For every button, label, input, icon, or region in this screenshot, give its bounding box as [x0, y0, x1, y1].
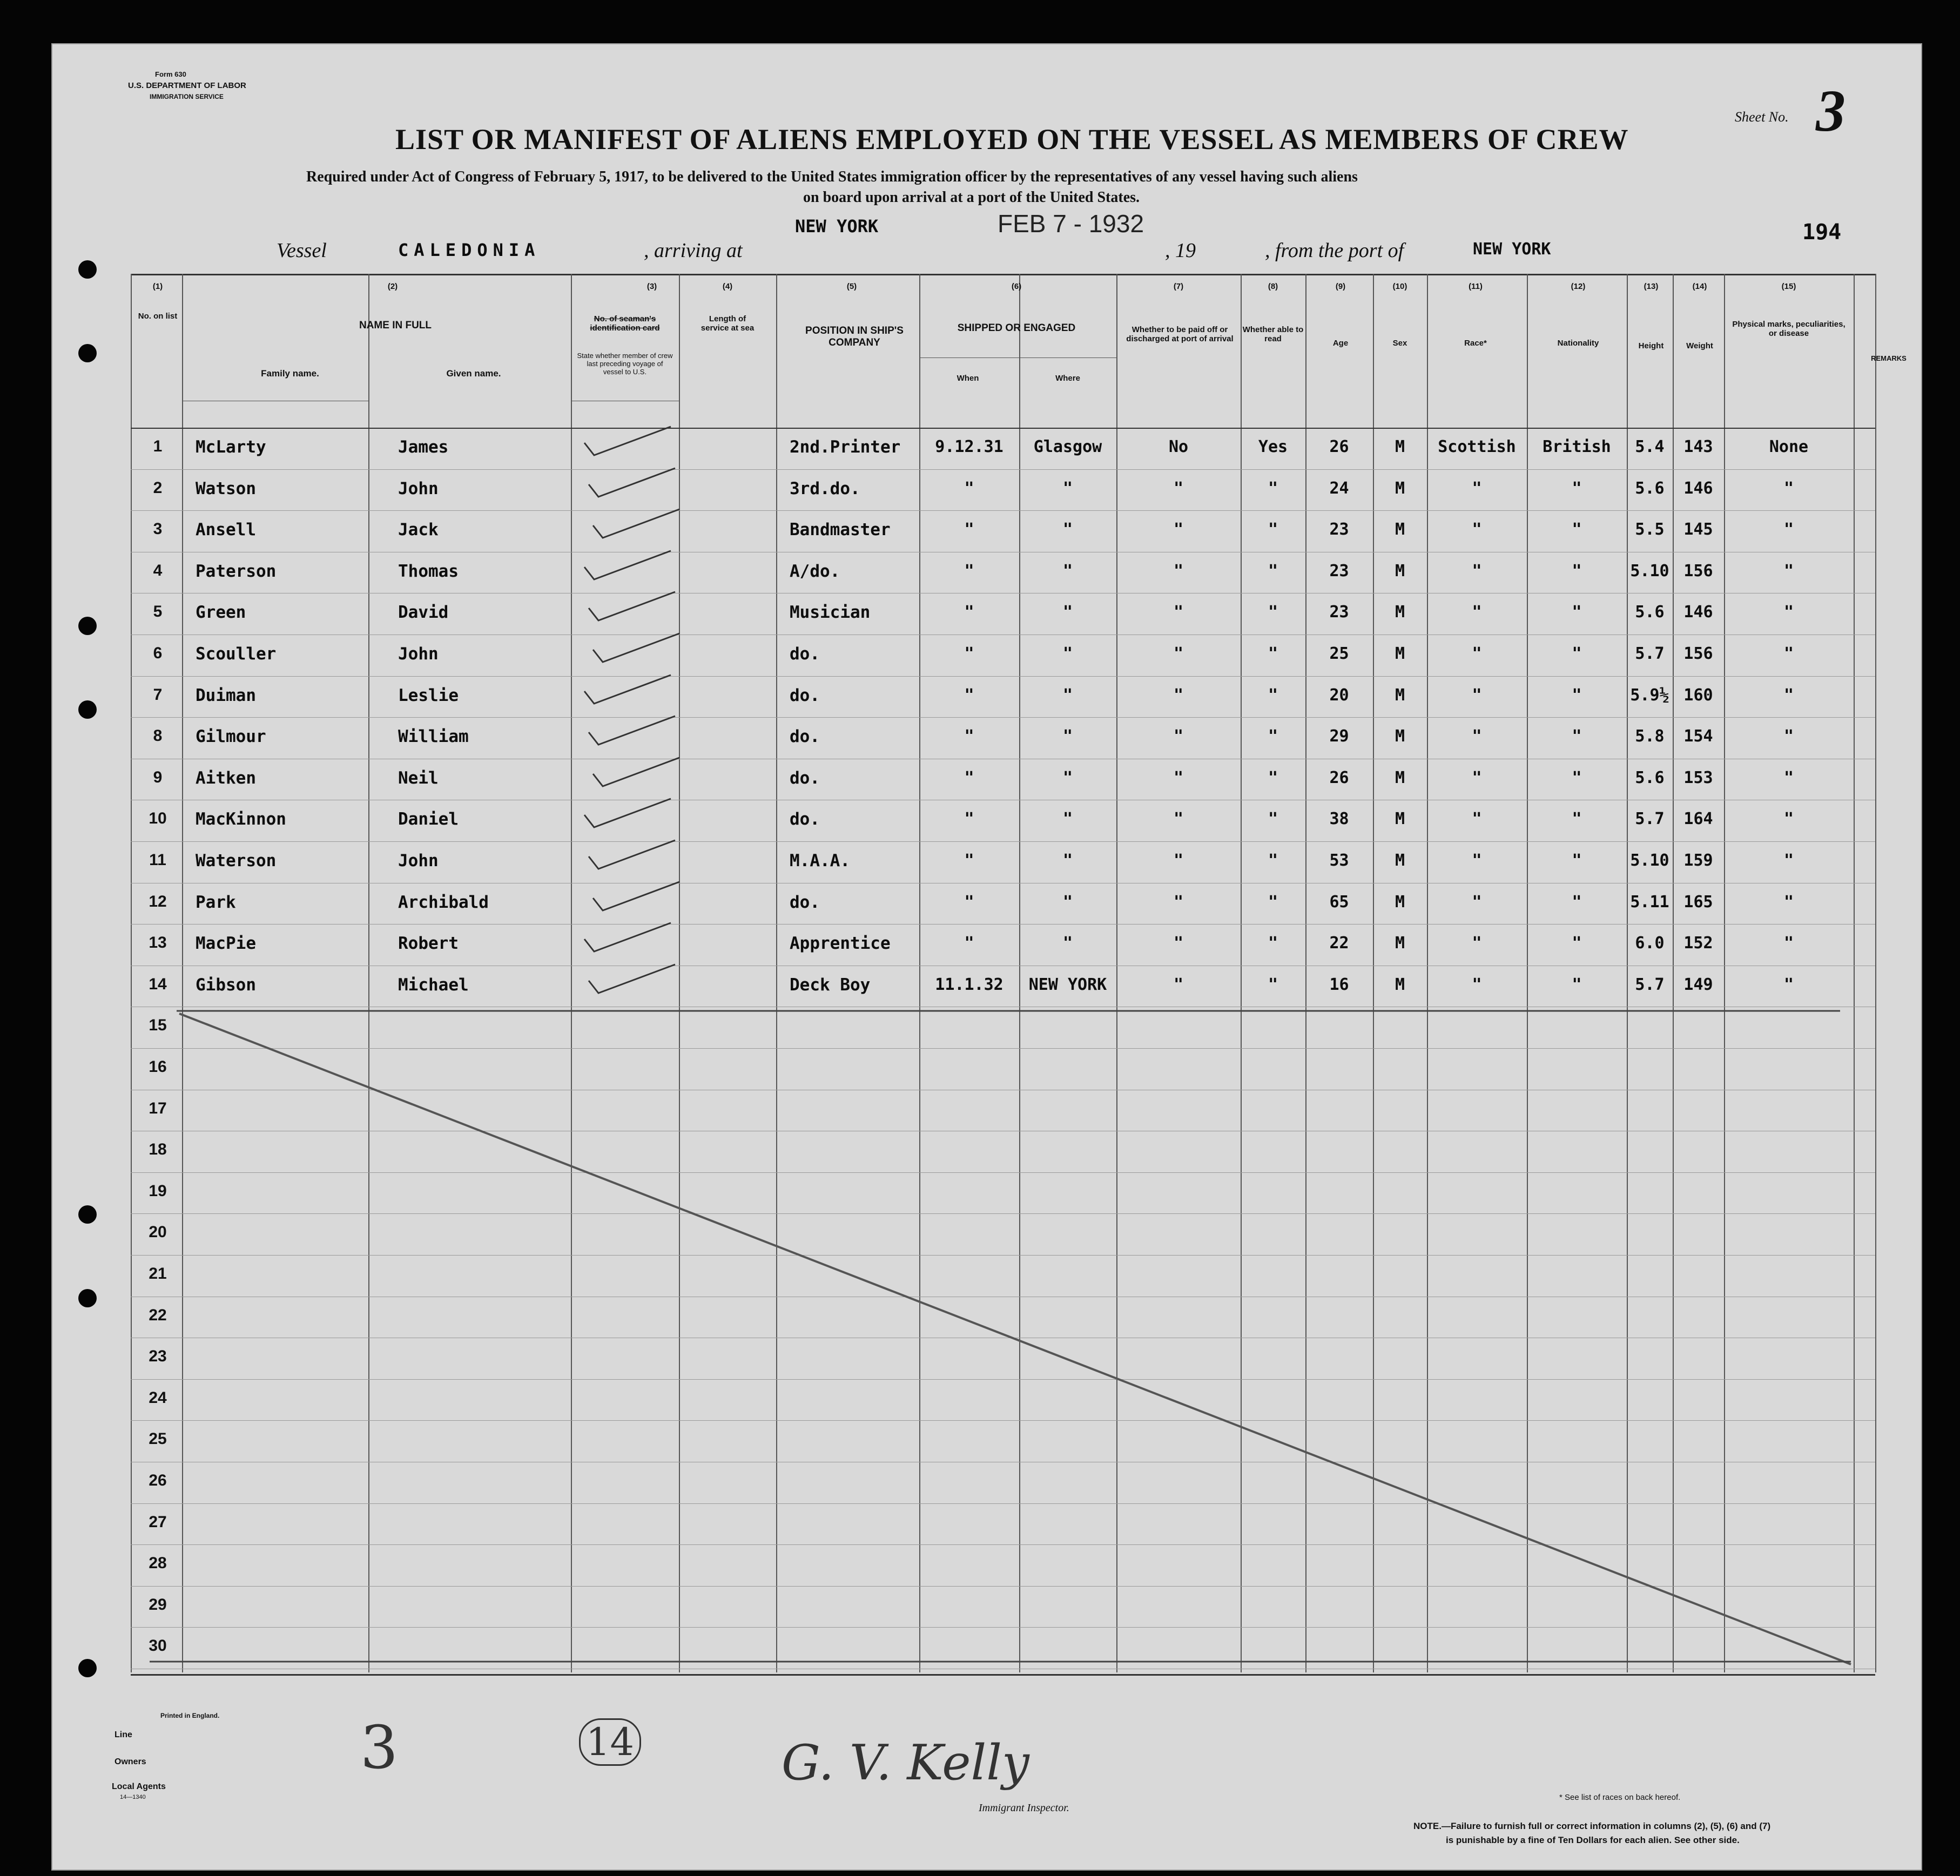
row-number: 21 — [149, 1265, 167, 1283]
cell-sex: M — [1395, 437, 1405, 456]
cell-marks: " — [1783, 851, 1794, 870]
col-num: (14) — [1692, 282, 1707, 291]
cell-position: do. — [790, 768, 820, 788]
row-number: 8 — [153, 727, 163, 745]
cell-weight: 149 — [1683, 975, 1713, 994]
cell-given: Neil — [398, 768, 439, 788]
cell-position: Deck Boy — [790, 975, 871, 995]
col-no-on-list: No. on list — [138, 312, 178, 321]
row-number: 11 — [149, 851, 166, 869]
cell-marks: " — [1783, 603, 1794, 622]
cell-nationality: " — [1572, 478, 1582, 498]
penalty-note: NOTE.—Failure to furnish full or correct information in columns (2), (5), (6) and (7) — [1413, 1821, 1771, 1831]
cell-given: Jack — [398, 520, 439, 540]
cell-read: " — [1268, 851, 1278, 870]
cell-marks: " — [1783, 685, 1794, 705]
date-stamp: FEB 7 - 1932 — [998, 210, 1144, 238]
cell-height: 5.7 — [1635, 975, 1665, 994]
cell-when: " — [964, 685, 974, 705]
cell-when: " — [964, 561, 974, 581]
cell-position: A/do. — [790, 561, 840, 581]
cell-position: Apprentice — [790, 934, 891, 954]
cell-when: 11.1.32 — [935, 975, 1003, 994]
cell-weight: 156 — [1683, 644, 1713, 663]
cell-race: " — [1472, 478, 1482, 498]
cell-sex: M — [1395, 520, 1405, 539]
col-num: (6) — [1011, 282, 1022, 291]
col-num: (12) — [1571, 282, 1586, 291]
cell-given: Daniel — [398, 809, 459, 829]
stamp-number: 194 — [1802, 220, 1842, 245]
cell-position: 3rd.do. — [790, 478, 860, 498]
cell-where: Glasgow — [1033, 437, 1102, 456]
row-number: 15 — [149, 1016, 167, 1035]
row-number: 6 — [153, 644, 163, 662]
cell-family: Paterson — [196, 561, 277, 581]
arriving-label: , arriving at — [644, 239, 743, 262]
col-where: Where — [1055, 374, 1080, 383]
cell-paid: " — [1173, 644, 1184, 663]
cell-height: 5.4 — [1635, 437, 1665, 456]
form-subtitle-2: on board upon arrival at a port of the United States. — [803, 189, 1140, 206]
cell-given: William — [398, 727, 469, 747]
col-family-name: Family name. — [261, 368, 319, 379]
col-position: POSITION IN SHIP'S COMPANY — [805, 325, 904, 348]
cell-height: 5.10 — [1630, 851, 1669, 870]
cell-age: 23 — [1329, 561, 1349, 581]
inspector-signature: G. V. Kelly — [782, 1735, 1029, 1791]
cell-weight: 164 — [1683, 809, 1713, 829]
cell-height: 5.9½ — [1630, 685, 1669, 705]
col-num: (13) — [1644, 282, 1659, 291]
cell-marks: " — [1783, 727, 1794, 746]
cell-height: 5.5 — [1635, 520, 1665, 539]
cell-read: " — [1268, 934, 1278, 953]
row-number: 2 — [153, 478, 163, 497]
cell-sex: M — [1395, 934, 1405, 953]
vessel-label: Vessel — [277, 239, 327, 262]
cell-weight: 159 — [1683, 851, 1713, 870]
cell-height: 5.11 — [1630, 892, 1669, 912]
from-label: , from the port of — [1265, 239, 1404, 262]
cell-sex: M — [1395, 603, 1405, 622]
cell-nationality: " — [1572, 809, 1582, 829]
cell-where: " — [1062, 685, 1073, 705]
cell-marks: " — [1783, 975, 1794, 994]
cell-paid: " — [1173, 520, 1184, 539]
inspector-label: Immigrant Inspector. — [979, 1802, 1069, 1814]
cell-marks: " — [1783, 768, 1794, 787]
cell-paid: " — [1173, 892, 1184, 912]
vessel-name: CALEDONIA — [398, 240, 541, 260]
cell-position: Bandmaster — [790, 520, 891, 540]
row-number: 23 — [149, 1347, 167, 1366]
cell-race: " — [1472, 768, 1482, 787]
cell-marks: " — [1783, 561, 1794, 581]
col-id-card: No. of seaman's identification card — [590, 314, 660, 333]
cell-paid: " — [1173, 768, 1184, 787]
cell-given: John — [398, 478, 439, 498]
cell-sex: M — [1395, 768, 1405, 787]
cell-age: 16 — [1329, 975, 1349, 994]
cell-when: " — [964, 603, 974, 622]
cell-when: " — [964, 892, 974, 912]
cell-read: Yes — [1258, 437, 1288, 456]
cell-height: 5.6 — [1635, 478, 1665, 498]
col-num: (9) — [1335, 282, 1346, 291]
cell-paid: " — [1173, 727, 1184, 746]
cell-when: " — [964, 934, 974, 953]
row-number: 20 — [149, 1223, 167, 1241]
col-name-in-full: NAME IN FULL — [359, 320, 432, 331]
cell-paid: " — [1173, 934, 1184, 953]
cell-nationality: " — [1572, 934, 1582, 953]
cell-position: do. — [790, 685, 820, 705]
cell-where: " — [1062, 644, 1073, 663]
row-number: 18 — [149, 1141, 167, 1159]
cell-marks: " — [1783, 644, 1794, 663]
cell-paid: " — [1173, 603, 1184, 622]
cell-read: " — [1268, 644, 1278, 663]
col-nationality: Nationality — [1557, 339, 1599, 348]
cell-where: " — [1062, 934, 1073, 953]
cell-age: 65 — [1329, 892, 1349, 912]
cell-weight: 153 — [1683, 768, 1713, 787]
cell-position: do. — [790, 644, 820, 664]
cell-family: MacPie — [196, 934, 256, 954]
cell-read: " — [1268, 892, 1278, 912]
cell-age: 29 — [1329, 727, 1349, 746]
row-number: 3 — [153, 520, 163, 538]
cell-nationality: " — [1572, 727, 1582, 746]
cell-when: " — [964, 851, 974, 870]
cell-family: MacKinnon — [196, 809, 286, 829]
col-num: (15) — [1781, 282, 1796, 291]
col-length-service: Length of service at sea — [701, 314, 755, 333]
cell-family: Scouller — [196, 644, 277, 664]
cell-nationality: British — [1543, 437, 1611, 456]
cell-marks: None — [1769, 437, 1809, 456]
cell-age: 22 — [1329, 934, 1349, 953]
row-number: 28 — [149, 1554, 167, 1573]
cell-given: Michael — [398, 975, 469, 995]
cell-sex: M — [1395, 685, 1405, 705]
cell-sex: M — [1395, 561, 1405, 581]
row-number: 7 — [153, 685, 163, 704]
cell-marks: " — [1783, 520, 1794, 539]
row-number: 13 — [149, 934, 167, 952]
row-number: 10 — [149, 809, 167, 828]
cell-marks: " — [1783, 934, 1794, 953]
cell-given: Robert — [398, 934, 459, 954]
cell-age: 23 — [1329, 520, 1349, 539]
cell-nationality: " — [1572, 644, 1582, 663]
cell-age: 26 — [1329, 768, 1349, 787]
cell-weight: 145 — [1683, 520, 1713, 539]
cell-paid: " — [1173, 975, 1184, 994]
cell-age: 23 — [1329, 603, 1349, 622]
row-number: 9 — [153, 768, 163, 786]
cell-race: " — [1472, 520, 1482, 539]
cell-nationality: " — [1572, 768, 1582, 787]
row-number: 24 — [149, 1388, 167, 1407]
cell-nationality: " — [1572, 603, 1582, 622]
col-weight: Weight — [1686, 341, 1713, 350]
cell-weight: 160 — [1683, 685, 1713, 705]
cell-read: " — [1268, 685, 1278, 705]
cell-weight: 154 — [1683, 727, 1713, 746]
from-port: NEW YORK — [1473, 240, 1551, 259]
cell-sex: M — [1395, 892, 1405, 912]
cell-family: Duiman — [196, 685, 256, 705]
cell-height: 5.6 — [1635, 603, 1665, 622]
service-label: IMMIGRATION SERVICE — [150, 93, 224, 100]
form-title: LIST OR MANIFEST OF ALIENS EMPLOYED ON THE VESSEL AS MEMBERS OF CREW — [395, 123, 1629, 156]
penalty-note-2: is punishable by a fine of Ten Dollars for each alien. See other side. — [1446, 1835, 1740, 1845]
cell-sex: M — [1395, 851, 1405, 870]
cell-age: 20 — [1329, 685, 1349, 705]
cell-race: " — [1472, 561, 1482, 581]
cell-when: " — [964, 644, 974, 663]
cell-weight: 146 — [1683, 603, 1713, 622]
department-label: U.S. DEPARTMENT OF LABOR — [128, 81, 246, 90]
col-num: (11) — [1469, 282, 1483, 291]
cell-family: McLarty — [196, 437, 266, 457]
cell-race: " — [1472, 603, 1482, 622]
cell-when: " — [964, 768, 974, 787]
cell-sex: M — [1395, 975, 1405, 994]
cell-height: 6.0 — [1635, 934, 1665, 953]
cell-read: " — [1268, 561, 1278, 581]
cell-family: Green — [196, 603, 246, 623]
cell-where: " — [1062, 809, 1073, 829]
row-number: 14 — [149, 975, 167, 993]
cell-where: " — [1062, 478, 1073, 498]
cell-family: Aitken — [196, 768, 256, 788]
cell-paid: " — [1173, 809, 1184, 829]
year-label: , 19 — [1165, 239, 1196, 262]
cell-where: " — [1062, 520, 1073, 539]
cell-nationality: " — [1572, 975, 1582, 994]
cell-where: " — [1062, 727, 1073, 746]
cell-when: " — [964, 478, 974, 498]
cell-height: 5.10 — [1630, 561, 1669, 581]
cell-race: " — [1472, 851, 1482, 870]
row-number: 29 — [149, 1595, 167, 1614]
cell-weight: 165 — [1683, 892, 1713, 912]
cell-family: Ansell — [196, 520, 256, 540]
cell-race: " — [1472, 809, 1482, 829]
form-number: Form 630 — [155, 70, 186, 78]
cell-nationality: " — [1572, 685, 1582, 705]
cell-marks: " — [1783, 892, 1794, 912]
agents-code: 14—1340 — [120, 1794, 146, 1800]
row-number: 5 — [153, 603, 163, 621]
cell-sex: M — [1395, 478, 1405, 498]
col-able-read: Whether able to read — [1242, 325, 1304, 344]
col-num: (10) — [1392, 282, 1407, 291]
col-num: (2) — [387, 282, 398, 291]
cell-sex: M — [1395, 809, 1405, 829]
cell-height: 5.6 — [1635, 768, 1665, 787]
cell-race: " — [1472, 975, 1482, 994]
cell-read: " — [1268, 478, 1278, 498]
cell-paid: No — [1168, 437, 1189, 456]
cell-given: Leslie — [398, 685, 459, 705]
cell-when: " — [964, 520, 974, 539]
cell-weight: 156 — [1683, 561, 1713, 581]
cell-family: Park — [196, 892, 236, 912]
cell-age: 25 — [1329, 644, 1349, 663]
handwritten-fourteen: 14 — [579, 1718, 641, 1766]
cell-nationality: " — [1572, 561, 1582, 581]
cell-when: " — [964, 809, 974, 829]
col-age: Age — [1332, 339, 1349, 348]
cell-position: 2nd.Printer — [790, 437, 901, 457]
cell-weight: 152 — [1683, 934, 1713, 953]
agents-label: Local Agents — [112, 1782, 166, 1791]
col-num: (8) — [1268, 282, 1278, 291]
cell-paid: " — [1173, 851, 1184, 870]
cell-family: Waterson — [196, 851, 277, 870]
row-number: 17 — [149, 1099, 167, 1117]
cell-nationality: " — [1572, 520, 1582, 539]
cell-read: " — [1268, 727, 1278, 746]
cell-family: Gibson — [196, 975, 256, 995]
cell-given: John — [398, 851, 439, 870]
col-sex: Sex — [1392, 339, 1407, 348]
cell-read: " — [1268, 768, 1278, 787]
col-remarks: REMARKS — [1871, 354, 1907, 362]
cell-paid: " — [1173, 561, 1184, 581]
cell-where: " — [1062, 892, 1073, 912]
cell-race: " — [1472, 892, 1482, 912]
cell-read: " — [1268, 520, 1278, 539]
row-number: 22 — [149, 1306, 167, 1324]
cell-position: do. — [790, 892, 820, 912]
cell-given: Archibald — [398, 892, 489, 912]
owners-label: Owners — [114, 1757, 146, 1766]
cell-nationality: " — [1572, 851, 1582, 870]
cell-height: 5.7 — [1635, 644, 1665, 663]
cell-read: " — [1268, 603, 1278, 622]
printed-in: Printed in England. — [160, 1712, 220, 1719]
col-last-voyage: State whether member of crew last preceding voyage of vessel to U.S. — [577, 352, 673, 376]
col-num: (5) — [846, 282, 857, 291]
cell-where: " — [1062, 851, 1073, 870]
cell-read: " — [1268, 975, 1278, 994]
row-number: 19 — [149, 1182, 167, 1200]
row-number: 1 — [153, 437, 163, 455]
col-physical-marks: Physical marks, peculiarities, or disease — [1732, 320, 1846, 339]
cell-family: Watson — [196, 478, 256, 498]
cell-race: " — [1472, 727, 1482, 746]
col-when: When — [957, 374, 979, 383]
col-given-name: Given name. — [446, 368, 501, 379]
cell-when: 9.12.31 — [935, 437, 1003, 456]
row-number: 25 — [149, 1430, 167, 1448]
cell-position: do. — [790, 809, 820, 829]
cell-race: Scottish — [1438, 437, 1516, 456]
cell-age: 38 — [1329, 809, 1349, 829]
cell-age: 26 — [1329, 437, 1349, 456]
row-number: 27 — [149, 1513, 167, 1531]
col-num: (3) — [646, 282, 657, 291]
col-num: (1) — [152, 282, 163, 291]
cell-given: John — [398, 644, 439, 664]
form-subtitle: Required under Act of Congress of February 5, 1917, to be delivered to the United States immigration officer by the representatives of any vessel having such aliens — [306, 168, 1358, 185]
row-number: 30 — [149, 1637, 167, 1655]
cell-when: " — [964, 727, 974, 746]
cell-weight: 146 — [1683, 478, 1713, 498]
cell-where: " — [1062, 603, 1073, 622]
cell-nationality: " — [1572, 892, 1582, 912]
cell-position: Musician — [790, 603, 871, 623]
race-note: * See list of races on back hereof. — [1559, 1793, 1681, 1802]
sheet-label: Sheet No. — [1735, 109, 1789, 125]
cell-given: David — [398, 603, 449, 623]
col-num: (7) — [1173, 282, 1184, 291]
cell-where: NEW YORK — [1028, 975, 1107, 994]
cell-race: " — [1472, 934, 1482, 953]
cell-weight: 143 — [1683, 437, 1713, 456]
cell-marks: " — [1783, 809, 1794, 829]
cell-race: " — [1472, 644, 1482, 663]
cell-read: " — [1268, 809, 1278, 829]
row-number: 12 — [149, 892, 167, 910]
cell-age: 24 — [1329, 478, 1349, 498]
arriving-port: NEW YORK — [795, 216, 879, 237]
col-height: Height — [1638, 341, 1664, 350]
cancellation-line — [52, 44, 1921, 1870]
cell-family: Gilmour — [196, 727, 266, 747]
cell-given: Thomas — [398, 561, 459, 581]
col-num: (4) — [722, 282, 733, 291]
row-number: 26 — [149, 1472, 167, 1489]
row-number: 4 — [153, 561, 163, 579]
cell-sex: M — [1395, 727, 1405, 746]
cell-paid: " — [1173, 478, 1184, 498]
cell-where: " — [1062, 561, 1073, 581]
sheet-number: 3 — [1816, 78, 1846, 144]
cell-paid: " — [1173, 685, 1184, 705]
cell-race: " — [1472, 685, 1482, 705]
row-number: 16 — [149, 1058, 167, 1076]
cell-sex: M — [1395, 644, 1405, 663]
manifest-sheet — [51, 43, 1922, 1871]
line-label: Line — [114, 1730, 132, 1739]
cell-position: M.A.A. — [790, 851, 850, 870]
col-paid-off: Whether to be paid off or discharged at port of arrival — [1126, 325, 1234, 344]
cell-age: 53 — [1329, 851, 1349, 870]
cell-position: do. — [790, 727, 820, 747]
col-race: Race* — [1464, 339, 1487, 348]
cell-height: 5.7 — [1635, 809, 1665, 829]
cell-marks: " — [1783, 478, 1794, 498]
col-shipped: SHIPPED OR ENGAGED — [957, 322, 1076, 334]
cell-where: " — [1062, 768, 1073, 787]
cell-given: James — [398, 437, 449, 457]
handwritten-three: 3 — [360, 1713, 398, 1782]
cell-height: 5.8 — [1635, 727, 1665, 746]
